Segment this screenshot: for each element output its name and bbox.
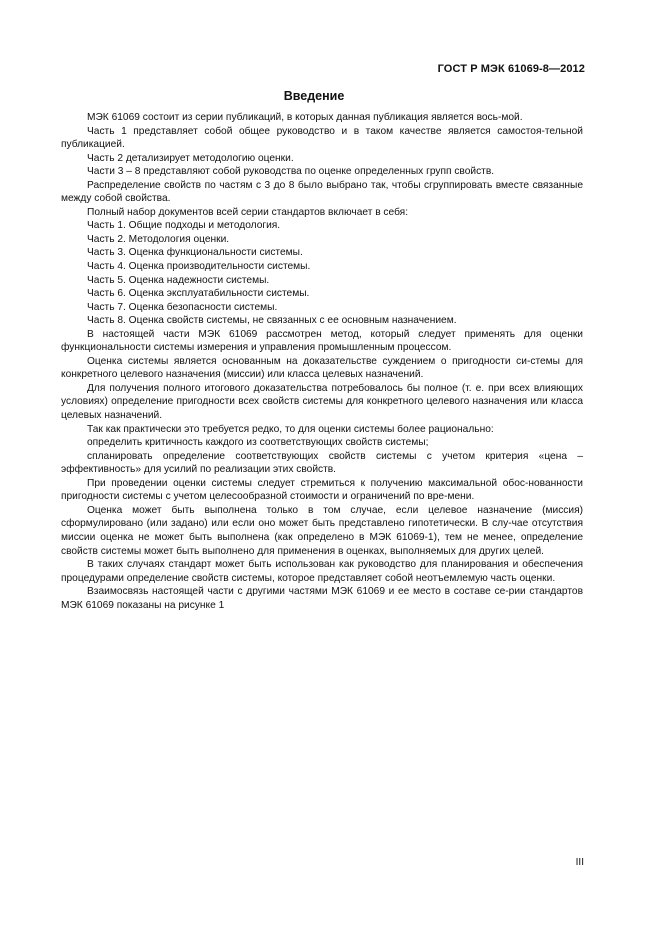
standard-code-header: ГОСТ Р МЭК 61069-8—2012 [437, 63, 585, 75]
paragraph: Для получения полного итогового доказательства потребовалось бы полное (т. е. при всех влияющих условиях) определение пригодности всех свойств системы для конкретного целевого назначения или класса целевых назначений. [61, 382, 583, 422]
paragraph: В таких случаях стандарт может быть использован как руководство для планирования и обеспечения процедурами определение свойств системы, которое представляет собой неотъемлемую часть оценки. [61, 559, 583, 584]
paragraph: Оценка может быть выполнена только в том случае, если целевое назначение (миссия) сформулировано (или задано) или если оно может быть представлено гипотетически. В слу-чае отсутствия миссии оценка не может быть выполнена (как определено в МЭК 61069-1), тем не менее, определение свойств системы может быть выполнено для применения в оценках, выполняемых для других целей. [61, 504, 583, 557]
paragraph: Взаимосвязь настоящей части с другими частями МЭК 61069 и ее место в составе се-рии стандартов МЭК 61069 показаны на рисунке 1 [61, 586, 583, 611]
list-item: Часть 5. Оценка надежности системы. [87, 274, 270, 286]
list-item: Часть 2. Методология оценки. [87, 233, 230, 245]
list-item: Часть 7. Оценка безопасности системы. [87, 301, 278, 313]
paragraph: Части 3 – 8 представляют собой руководства по оценке определенных групп свойств. [87, 166, 495, 178]
list-item: Часть 4. Оценка производительности системы. [87, 261, 311, 273]
page-number: III [575, 857, 584, 868]
list-item: Часть 6. Оценка эксплуатабильности системы. [87, 288, 310, 300]
list-item: Часть 3. Оценка функциональности системы. [87, 247, 303, 259]
paragraph: Распределение свойств по частям с 3 до 8 было выбрано так, чтобы сгруппировать вместе связанные между собой свойства. [61, 179, 583, 205]
paragraph: Полный набор документов всей серии стандартов включает в себя: [87, 206, 409, 218]
list-item: Часть 1. Общие подходы и методология. [87, 220, 281, 232]
paragraph: В настоящей части МЭК 61069 рассмотрен метод, который следует применять для оценки функциональности системы измерения и управления промышленным процессом. [61, 328, 583, 354]
paragraph: МЭК 61069 состоит из серии публикаций, в которых данная публикация является вось-мой. [87, 112, 523, 123]
list-item: определить критичность каждого из соответствующих свойств системы; [87, 437, 429, 449]
section-title: Введение [283, 89, 345, 103]
paragraph: Так как практически это требуется редко, то для оценки системы более рационально: [87, 423, 494, 435]
list-item: Часть 8. Оценка свойств системы, не связанных с ее основным назначением. [87, 315, 457, 327]
paragraph: Оценка системы является основанным на доказательстве суждением о пригодности си-стемы для конкретного целевого назначения (миссии) или класса целевых назначений. [61, 355, 583, 381]
list-item: спланировать определение соответствующих свойств системы с учетом критерия «цена – эффективность» для усилий по реализации этих свойств. [61, 450, 583, 476]
paragraph: Часть 2 детализирует методологию оценки. [87, 152, 294, 164]
paragraph: При проведении оценки системы следует стремиться к получению максимальной обос-нованности пригодности системы с учетом целесообразной стоимости и ограничений по вре-мени. [61, 477, 583, 503]
document-body [61, 111, 583, 612]
paragraph: Часть 1 представляет собой общее руководство и в таком качестве является самостоя-тельной публикацией. [61, 125, 583, 151]
